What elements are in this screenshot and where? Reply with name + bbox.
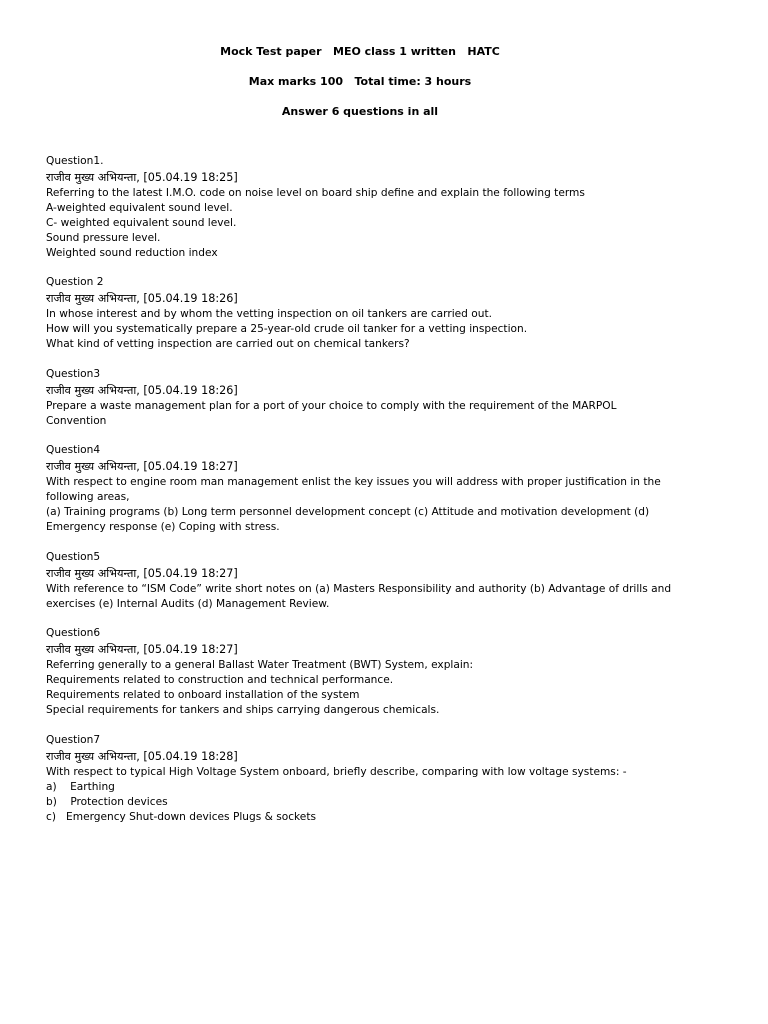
question-7 xyxy=(46,733,726,825)
question-title: Question7 xyxy=(46,733,101,746)
question-line: Requirements related to construction and technical performance. xyxy=(46,674,394,687)
questions-list xyxy=(46,154,726,839)
question-line: Sound pressure level. xyxy=(46,231,161,244)
question-line: What kind of vetting inspection are carried out on chemical tankers? xyxy=(46,338,410,351)
question-line: Convention xyxy=(46,414,107,427)
question-line: How will you systematically prepare a 25-year-old crude oil tanker for a vetting inspection. xyxy=(46,323,528,336)
document-header xyxy=(0,44,720,134)
question-5 xyxy=(46,550,726,612)
question-title: Question 2 xyxy=(46,276,104,289)
question-6 xyxy=(46,626,726,718)
question-stamp: राजीव मुख्य अभियन्ता, [05.04.19 18:26] xyxy=(46,292,238,306)
question-line: Special requirements for tankers and ships carrying dangerous chemicals. xyxy=(46,704,440,717)
marks-and-time: Max marks 100 Total time: 3 hours xyxy=(248,75,472,88)
question-line: C- weighted equivalent sound level. xyxy=(46,216,237,229)
question-stamp: राजीव मुख्य अभियन्ता, [05.04.19 18:27] xyxy=(46,643,238,657)
question-title: Question3 xyxy=(46,367,101,380)
question-line: exercises (e) Internal Audits (d) Management Review. xyxy=(46,597,330,610)
question-line: following areas, xyxy=(46,491,130,504)
question-line: A-weighted equivalent sound level. xyxy=(46,201,233,214)
question-3 xyxy=(46,367,726,429)
question-title: Question4 xyxy=(46,444,101,457)
question-line: With respect to typical High Voltage System onboard, briefly describe, comparing with low voltage systems: - xyxy=(46,765,627,778)
question-line: (a) Training programs (b) Long term personnel development concept (c) Attitude and motivation development (d) xyxy=(46,506,650,519)
question-line: Referring generally to a general Ballast Water Treatment (BWT) System, explain: xyxy=(46,659,474,672)
question-title: Question1. xyxy=(46,155,104,167)
question-stamp: राजीव मुख्य अभियन्ता, [05.04.19 18:28] xyxy=(46,749,238,763)
question-list-item: c) Emergency Shut-down devices Plugs & sockets xyxy=(46,810,317,823)
question-line: Referring to the latest I.M.O. code on noise level on board ship define and explain the following terms xyxy=(46,186,585,199)
question-line: Prepare a waste management plan for a port of your choice to comply with the requirement of the MARPOL xyxy=(46,399,617,412)
question-line: Requirements related to onboard installation of the system xyxy=(46,689,360,702)
question-line: Emergency response (e) Coping with stress. xyxy=(46,521,280,534)
question-line: With reference to “ISM Code” write short notes on (a) Masters Responsibility and authority (b) Advantage of drills and xyxy=(46,582,672,595)
question-line: In whose interest and by whom the vetting inspection on oil tankers are carried out. xyxy=(46,308,492,321)
question-line: With respect to engine room man management enlist the key issues you will address with proper justification in the xyxy=(46,476,661,489)
question-stamp: राजीव मुख्य अभियन्ता, [05.04.19 18:25] xyxy=(46,170,238,184)
question-stamp: राजीव मुख्य अभियन्ता, [05.04.19 18:26] xyxy=(46,383,238,397)
question-4 xyxy=(46,443,726,535)
answer-instruction: Answer 6 questions in all xyxy=(281,105,439,118)
question-list-item: b) Protection devices xyxy=(46,795,168,808)
question-stamp: राजीव मुख्य अभियन्ता, [05.04.19 18:27] xyxy=(46,566,238,580)
paper-title: Mock Test paper MEO class 1 written HATC xyxy=(220,45,500,58)
question-1 xyxy=(46,154,726,260)
question-2 xyxy=(46,275,726,352)
question-title: Question5 xyxy=(46,550,101,563)
question-list-item: a) Earthing xyxy=(46,780,115,793)
question-line: Weighted sound reduction index xyxy=(46,246,218,259)
question-title: Question6 xyxy=(46,627,101,640)
question-stamp: राजीव मुख्य अभियन्ता, [05.04.19 18:27] xyxy=(46,460,238,474)
